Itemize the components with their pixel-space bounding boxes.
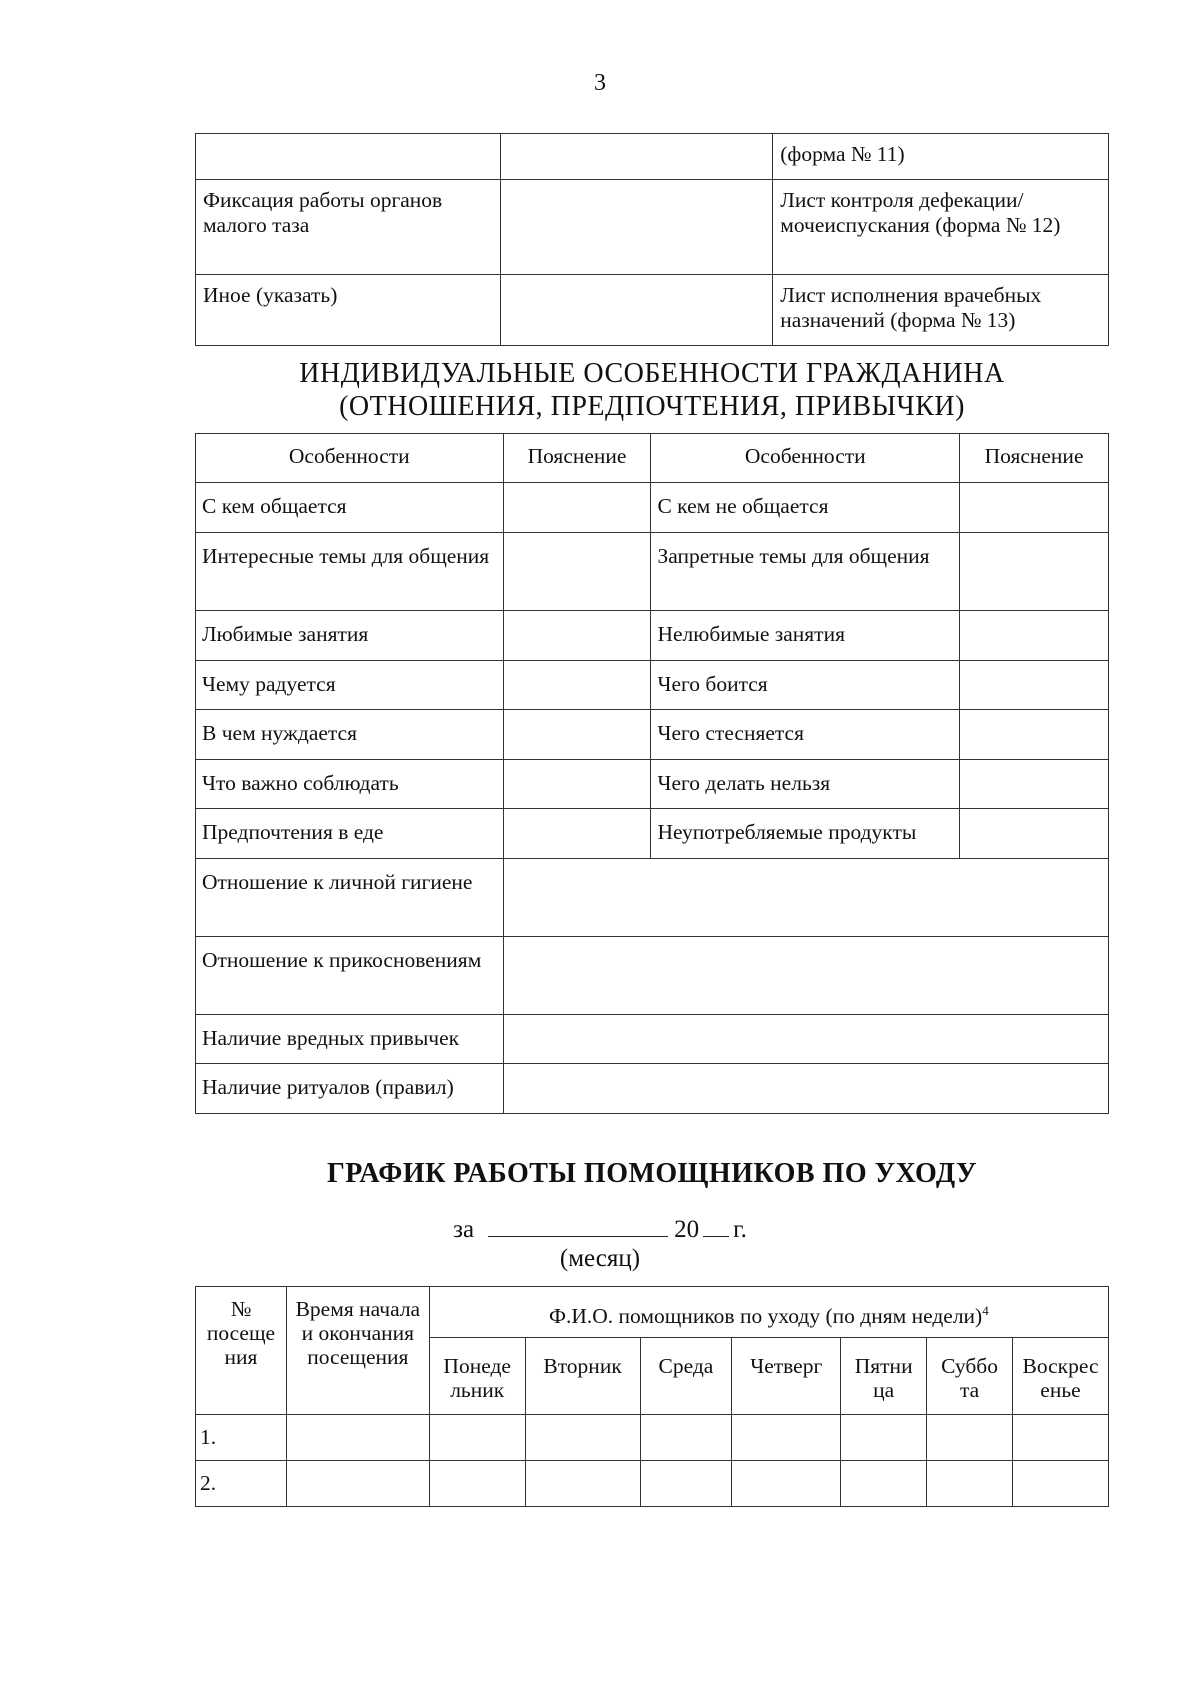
year-blank: [703, 1212, 729, 1237]
feature-label: Запретные темы для общения: [651, 533, 960, 611]
feature-label: С кем общается: [196, 483, 504, 533]
day-monday: Понеде льник: [429, 1338, 525, 1415]
feature-label: С кем не общается: [651, 483, 960, 533]
table-row: [196, 611, 1109, 661]
features-heading-line1: ИНДИВИДУАЛЬНЫЕ ОСОБЕННОСТИ ГРАЖДАНИНА: [299, 358, 1005, 389]
day-tuesday: Вторник: [525, 1338, 640, 1415]
footnote-mark: 4: [982, 1303, 989, 1318]
year-suffix: г.: [733, 1216, 747, 1243]
day-friday: Пятни ца: [841, 1338, 927, 1415]
table-row: [196, 937, 1109, 1015]
feature-label: Предпочтения в еде: [196, 809, 504, 859]
feature-label: Чему радуется: [196, 661, 504, 710]
header-visit-number: № посеще ния: [196, 1287, 287, 1415]
explanation-cell: [503, 1015, 1108, 1064]
header-explanation: Пояснение: [503, 434, 651, 483]
day-saturday: Суббо та: [927, 1338, 1013, 1415]
features-heading: [195, 357, 1109, 423]
table-cell: [500, 275, 773, 346]
za-label: за: [453, 1216, 475, 1243]
table-cell: [286, 1415, 429, 1461]
table-cell: [500, 180, 773, 275]
explanation-cell: [503, 533, 651, 611]
feature-label: Любимые занятия: [196, 611, 504, 661]
header-features: Особенности: [196, 434, 504, 483]
table-cell: [286, 1461, 429, 1507]
features-table: [195, 433, 1109, 1114]
explanation-cell: [960, 611, 1109, 661]
table-cell: [927, 1461, 1013, 1507]
explanation-cell: [503, 611, 651, 661]
table-cell: [640, 1461, 732, 1507]
table-row: [196, 859, 1109, 937]
table-row: [196, 180, 1109, 275]
table-cell: [841, 1461, 927, 1507]
table-row: [196, 809, 1109, 859]
visit-number: 2.: [196, 1461, 287, 1507]
table-row: [196, 710, 1109, 760]
table-row: [196, 275, 1109, 346]
feature-label: Отношение к личной гигиене: [196, 859, 504, 937]
explanation-cell: [960, 760, 1109, 809]
table-cell: [429, 1415, 525, 1461]
table-cell: [640, 1415, 732, 1461]
feature-label: Наличие вредных привычек: [196, 1015, 504, 1064]
feature-label: Нелюбимые занятия: [651, 611, 960, 661]
table-cell: (форма № 11): [773, 134, 1109, 180]
feature-label: Наличие ритуалов (правил): [196, 1064, 504, 1114]
table-cell: Лист исполнения врачебных назначений (форма № 13): [773, 275, 1109, 346]
table-row: [196, 661, 1109, 710]
header-assistants: [429, 1287, 1108, 1338]
table-cell: Фиксация работы органов малого таза: [196, 180, 501, 275]
feature-label: Что важно соблюдать: [196, 760, 504, 809]
header-visit-time: Время начала и окончания посещения: [286, 1287, 429, 1415]
explanation-cell: [960, 710, 1109, 760]
feature-label: Неупотребляемые продукты: [651, 809, 960, 859]
table-cell: [429, 1461, 525, 1507]
explanation-cell: [960, 809, 1109, 859]
schedule-title: ГРАФИК РАБОТЫ ПОМОЩНИКОВ ПО УХОДУ: [326, 1158, 977, 1189]
explanation-cell: [503, 661, 651, 710]
schedule-table: [195, 1286, 1109, 1507]
day-wednesday: Среда: [640, 1338, 732, 1415]
day-sunday: Воскрес енье: [1013, 1338, 1109, 1415]
feature-label: Интересные темы для общения: [196, 533, 504, 611]
explanation-cell: [503, 710, 651, 760]
table-cell: Лист контроля дефекации/мочеиспускания (форма № 12): [773, 180, 1109, 275]
table-cell: [500, 134, 773, 180]
explanation-cell: [960, 661, 1109, 710]
table-row: [196, 1461, 1109, 1507]
table-cell: [1013, 1461, 1109, 1507]
explanation-cell: [503, 937, 1108, 1015]
month-caption: (месяц): [559, 1245, 641, 1272]
table-row: [196, 760, 1109, 809]
table-cell: [927, 1415, 1013, 1461]
table-cell: Иное (указать): [196, 275, 501, 346]
feature-label: Отношение к прикосновениям: [196, 937, 504, 1015]
explanation-cell: [503, 483, 651, 533]
visit-number: 1.: [196, 1415, 287, 1461]
header-features: Особенности: [651, 434, 960, 483]
table-header-row: [196, 1287, 1109, 1338]
table-cell: [732, 1415, 841, 1461]
table-row: [196, 533, 1109, 611]
table-row: [196, 1415, 1109, 1461]
feature-label: В чем нуждается: [196, 710, 504, 760]
header-assistants-label: Ф.И.О. помощников по уходу (по дням недели): [549, 1304, 983, 1329]
year-prefix: 20: [674, 1216, 700, 1243]
explanation-cell: [503, 760, 651, 809]
day-thursday: Четверг: [732, 1338, 841, 1415]
table-row: [196, 134, 1109, 180]
header-explanation: Пояснение: [960, 434, 1109, 483]
feature-label: Чего стесняется: [651, 710, 960, 760]
table-row: [196, 1015, 1109, 1064]
table-cell: [525, 1415, 640, 1461]
features-heading-line2: (ОТНОШЕНИЯ, ПРЕДПОЧТЕНИЯ, ПРИВЫЧКИ): [339, 391, 965, 422]
table-cell: [732, 1461, 841, 1507]
explanation-cell: [503, 809, 651, 859]
table-cell: [841, 1415, 927, 1461]
page-number: 3: [594, 70, 606, 96]
feature-label: Чего делать нельзя: [651, 760, 960, 809]
table-cell: [196, 134, 501, 180]
explanation-cell: [960, 533, 1109, 611]
month-blank: [488, 1212, 668, 1237]
explanation-cell: [503, 1064, 1108, 1114]
table-header-row: [196, 434, 1109, 483]
table-cell: [525, 1461, 640, 1507]
table-cell: [1013, 1415, 1109, 1461]
explanation-cell: [960, 483, 1109, 533]
top-table: [195, 133, 1109, 346]
table-row: [196, 483, 1109, 533]
month-year-line: [0, 1212, 1200, 1244]
table-row: [196, 1064, 1109, 1114]
explanation-cell: [503, 859, 1108, 937]
feature-label: Чего боится: [651, 661, 960, 710]
